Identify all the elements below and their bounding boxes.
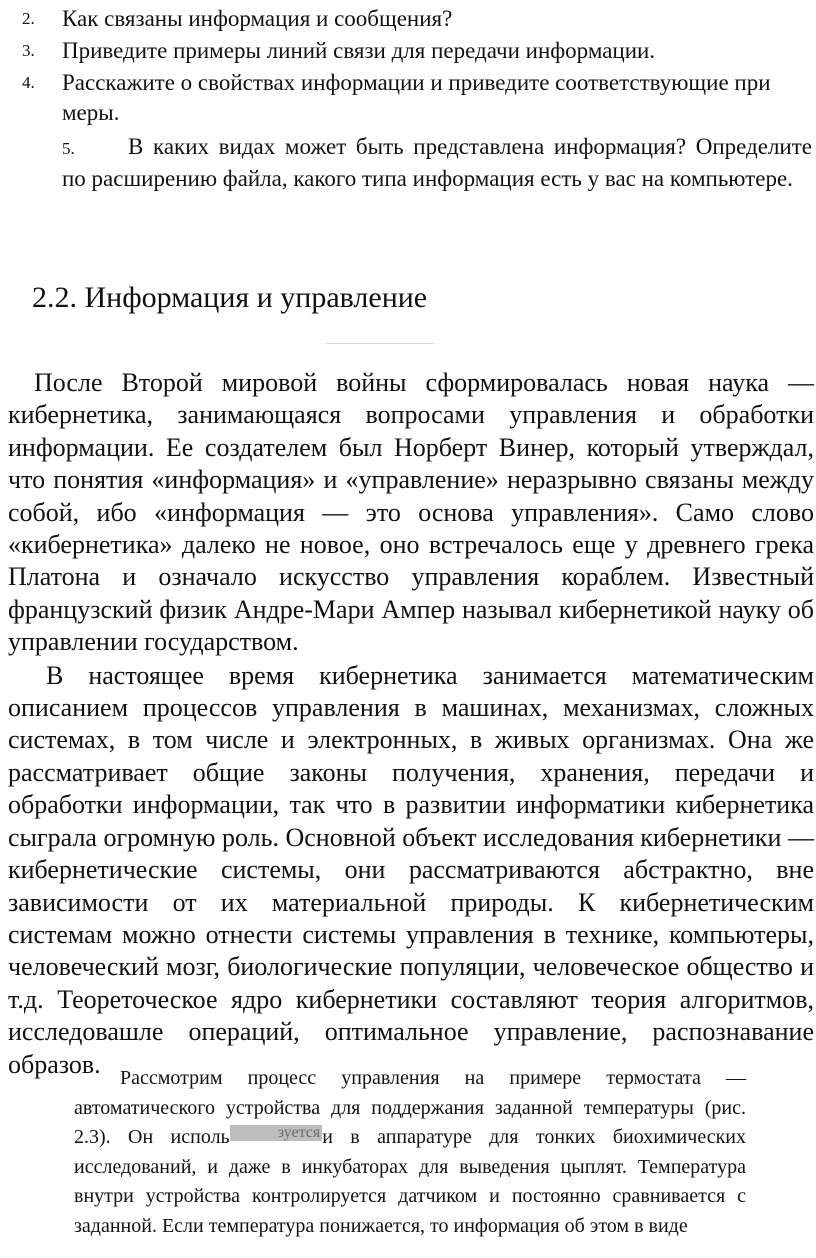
- question-item: [22, 68, 812, 128]
- paragraph: В настоящее время кибернетика занимается математическим описанием процессов управления в машинах, механизмах, сложных системах, в том числе и электронных, в живых организмах. Она же рассматривает общие законы получения, хранения, передачи и обработки информации, так что в развитии информатики кибернетика сыграла огромную роль. Основной объект исследования кибернетики — кибернетические системы, они рассматриваются абстрактно, вне зависимости от их материальной природы. К кибернетическим системам можно отнести системы управления в технике, компьютеры, человеческий мозг, биологические популяции, человеческое общество и т.д. Теореточеское ядро кибернетики составляют теория алгоритмов, исследовашле операций, оптимальное управление, распознавание образов.: [8, 660, 814, 1079]
- body-text: [8, 367, 814, 1081]
- smudged-word: зуется: [230, 1125, 323, 1141]
- thermostat-paragraph: [74, 1064, 746, 1241]
- question-item: [22, 36, 812, 66]
- section-heading: 2.2. Информация и управление: [32, 281, 428, 314]
- question-text: В каких видах может быть представлена информация? Определите по расширению файла, какого типа информация есть у вас на компьютере.: [62, 134, 812, 191]
- question-number: 5.: [62, 139, 75, 158]
- question-text: Расскажите о свойствах информации и приведите соответствующие при меры.: [62, 70, 771, 125]
- question-item-5: [22, 132, 812, 194]
- question-number: 3.: [22, 41, 35, 60]
- divider: [326, 343, 434, 344]
- paragraph-text: Рассмотрим процесс управления на примере термостата — автоматического устройства для поддержания заданной температуры (рис. 2.3). Он исполь: [74, 1067, 746, 1148]
- paragraph-text: и в аппаратуре для тонких биохимических исследований, и даже в инкубаторах для выведения цыплят. Температура внутри устройства контролируется датчиком и постоянно сравнивается с заданной. Если температура понижается, то информация об этом в виде: [74, 1126, 746, 1237]
- question-list: [22, 4, 812, 194]
- question-text: Приведите примеры линий связи для передачи информации.: [62, 38, 656, 63]
- question-number: 2.: [22, 9, 35, 28]
- paragraph: После Второй мировой войны сформировалась новая наука — кибернетика, занимающаяся вопросами управления и обработки информации. Ее создателем был Норберт Винер, который утверждал, что понятия «информация» и «управление» неразрывно связаны между собой, ибо «информация — это основа управления». Само слово «кибернетика» далеко не новое, оно встречалось еще у древнего грека Платона и означало искусство управления кораблем. Известный французский физик Андре-Мари Ампер называл кибернетикой науку об управлении государством.: [8, 368, 814, 657]
- question-item: [22, 4, 812, 34]
- question-text: Как связаны информация и сообщения?: [62, 6, 453, 31]
- question-number: 4.: [22, 73, 35, 92]
